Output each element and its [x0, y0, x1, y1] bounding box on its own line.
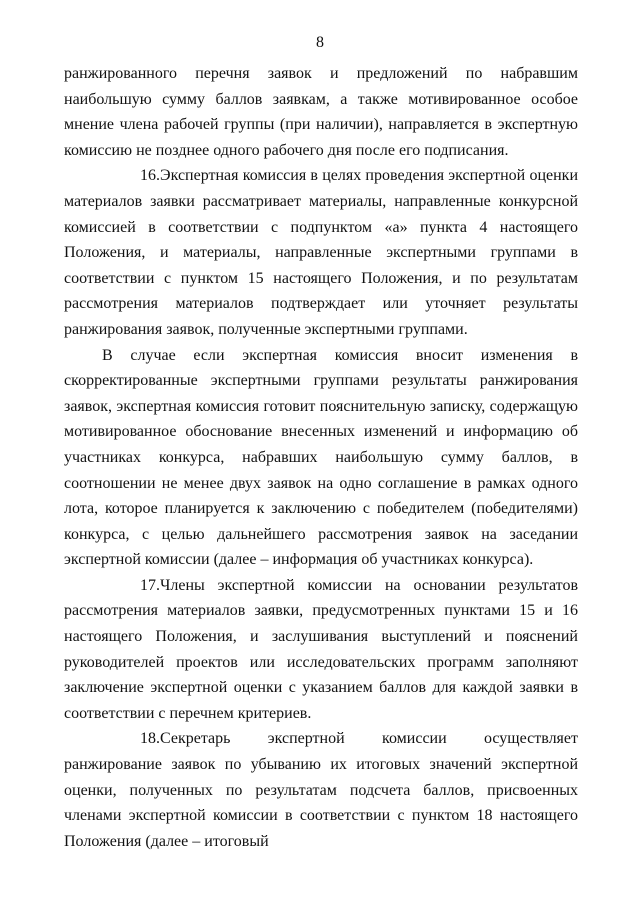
document-body	[64, 61, 578, 854]
paragraph-17	[64, 573, 578, 727]
paragraph-text: В случае если экспертная комиссия вносит изменения в скорректированные экспертными группами результаты ранжирования заявок, экспертная комиссия готовит пояснительную записку, содержащую мотивированное обоснование внесенных изменений и информацию об участниках конкурса, набравших наибольшую сумму баллов, в соотношении не менее двух заявок на одно соглашение в рамках одного лота, которое планируется к заключению с победителем (победителями) конкурса, с целью дальнейшего рассмотрения заявок на заседании экспертной комиссии (далее – информация об участниках конкурса).	[64, 346, 578, 569]
paragraph-number: 17.	[140, 576, 160, 594]
paragraph-16	[64, 163, 578, 342]
paragraph-16-continued	[64, 343, 578, 573]
page-number: 8	[316, 34, 324, 51]
paragraph-18	[64, 726, 578, 854]
paragraph-number: 16.	[140, 167, 160, 185]
paragraph-text: Экспертная комиссия в целях проведения экспертной оценки материалов заявки рассматривает материалы, направленные конкурсной комиссией в соответствии с подпунктом «а» пункта 4 настоящего Положения, и материалы, направленные экспертными группами в соответствии с пунктом 15 настоящего Положения, и по результатам рассмотрения материалов подтверждает или уточняет результаты ранжирования заявок, полученные экспертными группами.	[64, 167, 578, 338]
paragraph-text: Члены экспертной комиссии на основании результатов рассмотрения материалов заявки, предусмотренных пунктами 15 и 16 настоящего Положения, и заслушивания выступлений и пояснений руководителей проектов или исследовательских программ заполняют заключение экспертной оценки с указанием баллов для каждой заявки в соответствии с перечнем критериев.	[64, 576, 578, 722]
paragraph-continuation	[64, 61, 578, 163]
paragraph-text: Секретарь экспертной комиссии осуществляет ранжирование заявок по убыванию их итоговых значений экспертной оценки, полученных по результатам подсчета баллов, присвоенных членами экспертной комиссии в соответствии с пунктом 18 настоящего Положения (далее – итоговый	[64, 730, 578, 850]
paragraph-number: 18.	[140, 730, 160, 748]
paragraph-text: ранжированного перечня заявок и предложений по набравшим наибольшую сумму баллов заявкам, а также мотивированное особое мнение члена рабочей группы (при наличии), направляется в экспертную комиссию не позднее одного рабочего дня после его подписания.	[64, 65, 578, 159]
